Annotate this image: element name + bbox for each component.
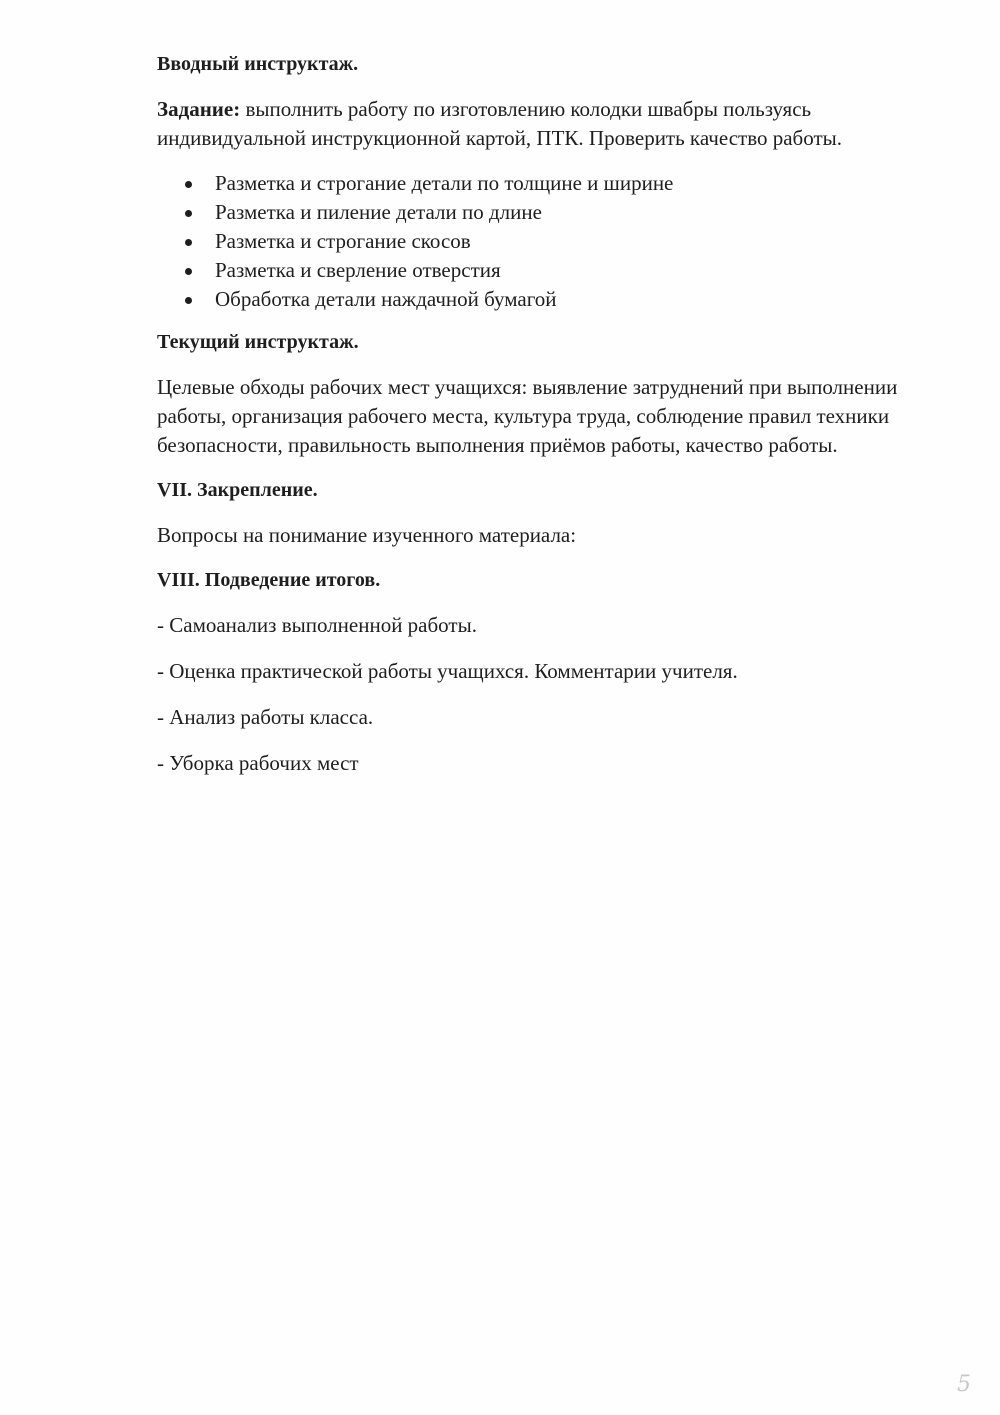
bullet-icon: [185, 181, 192, 188]
step-text: Обработка детали наждачной бумагой: [215, 287, 557, 311]
list-item: [157, 256, 957, 285]
document-body: [157, 50, 957, 795]
steps-list: [157, 169, 957, 314]
bullet-icon: [185, 297, 192, 304]
heading-consolidation: VII. Закрепление.: [157, 479, 318, 501]
task-text: выполнить работу по изготовлению колодки швабры пользуясь индивидуальной инструкционной картой, ПТК. Проверить качество работы.: [157, 97, 842, 150]
heading-summary: VIII. Подведение итогов.: [157, 569, 381, 591]
list-item: [157, 227, 957, 256]
summary-item: - Уборка рабочих мест: [157, 751, 359, 775]
consolidation-paragraph: Вопросы на понимание изученного материала:: [157, 523, 577, 547]
bullet-icon: [185, 268, 192, 275]
step-text: Разметка и строгание детали по толщине и ширине: [215, 171, 674, 195]
list-item: [157, 198, 957, 227]
step-text: Разметка и строгание скосов: [215, 229, 471, 253]
page-number: 5: [957, 1372, 971, 1397]
bullet-icon: [185, 239, 192, 246]
task-label: Задание:: [157, 97, 241, 121]
list-item: [157, 285, 957, 314]
task-paragraph: [157, 95, 957, 153]
heading-intro: Вводный инструктаж.: [157, 53, 359, 75]
current-paragraph: Целевые обходы рабочих мест учащихся: выявление затруднений при выполнении работы, организация рабочего места, культура труда, соблюдение правил техники безопасности, правильность выполнения приёмов работы, качество работы.: [157, 375, 898, 457]
step-text: Разметка и сверление отверстия: [215, 258, 501, 282]
bullet-icon: [185, 210, 192, 217]
summary-item: - Самоанализ выполненной работы.: [157, 613, 477, 637]
summary-item: - Анализ работы класса.: [157, 705, 374, 729]
list-item: [157, 169, 957, 198]
summary-item: - Оценка практической работы учащихся. Комментарии учителя.: [157, 659, 738, 683]
heading-current: Текущий инструктаж.: [157, 331, 359, 353]
step-text: Разметка и пиление детали по длине: [215, 200, 542, 224]
